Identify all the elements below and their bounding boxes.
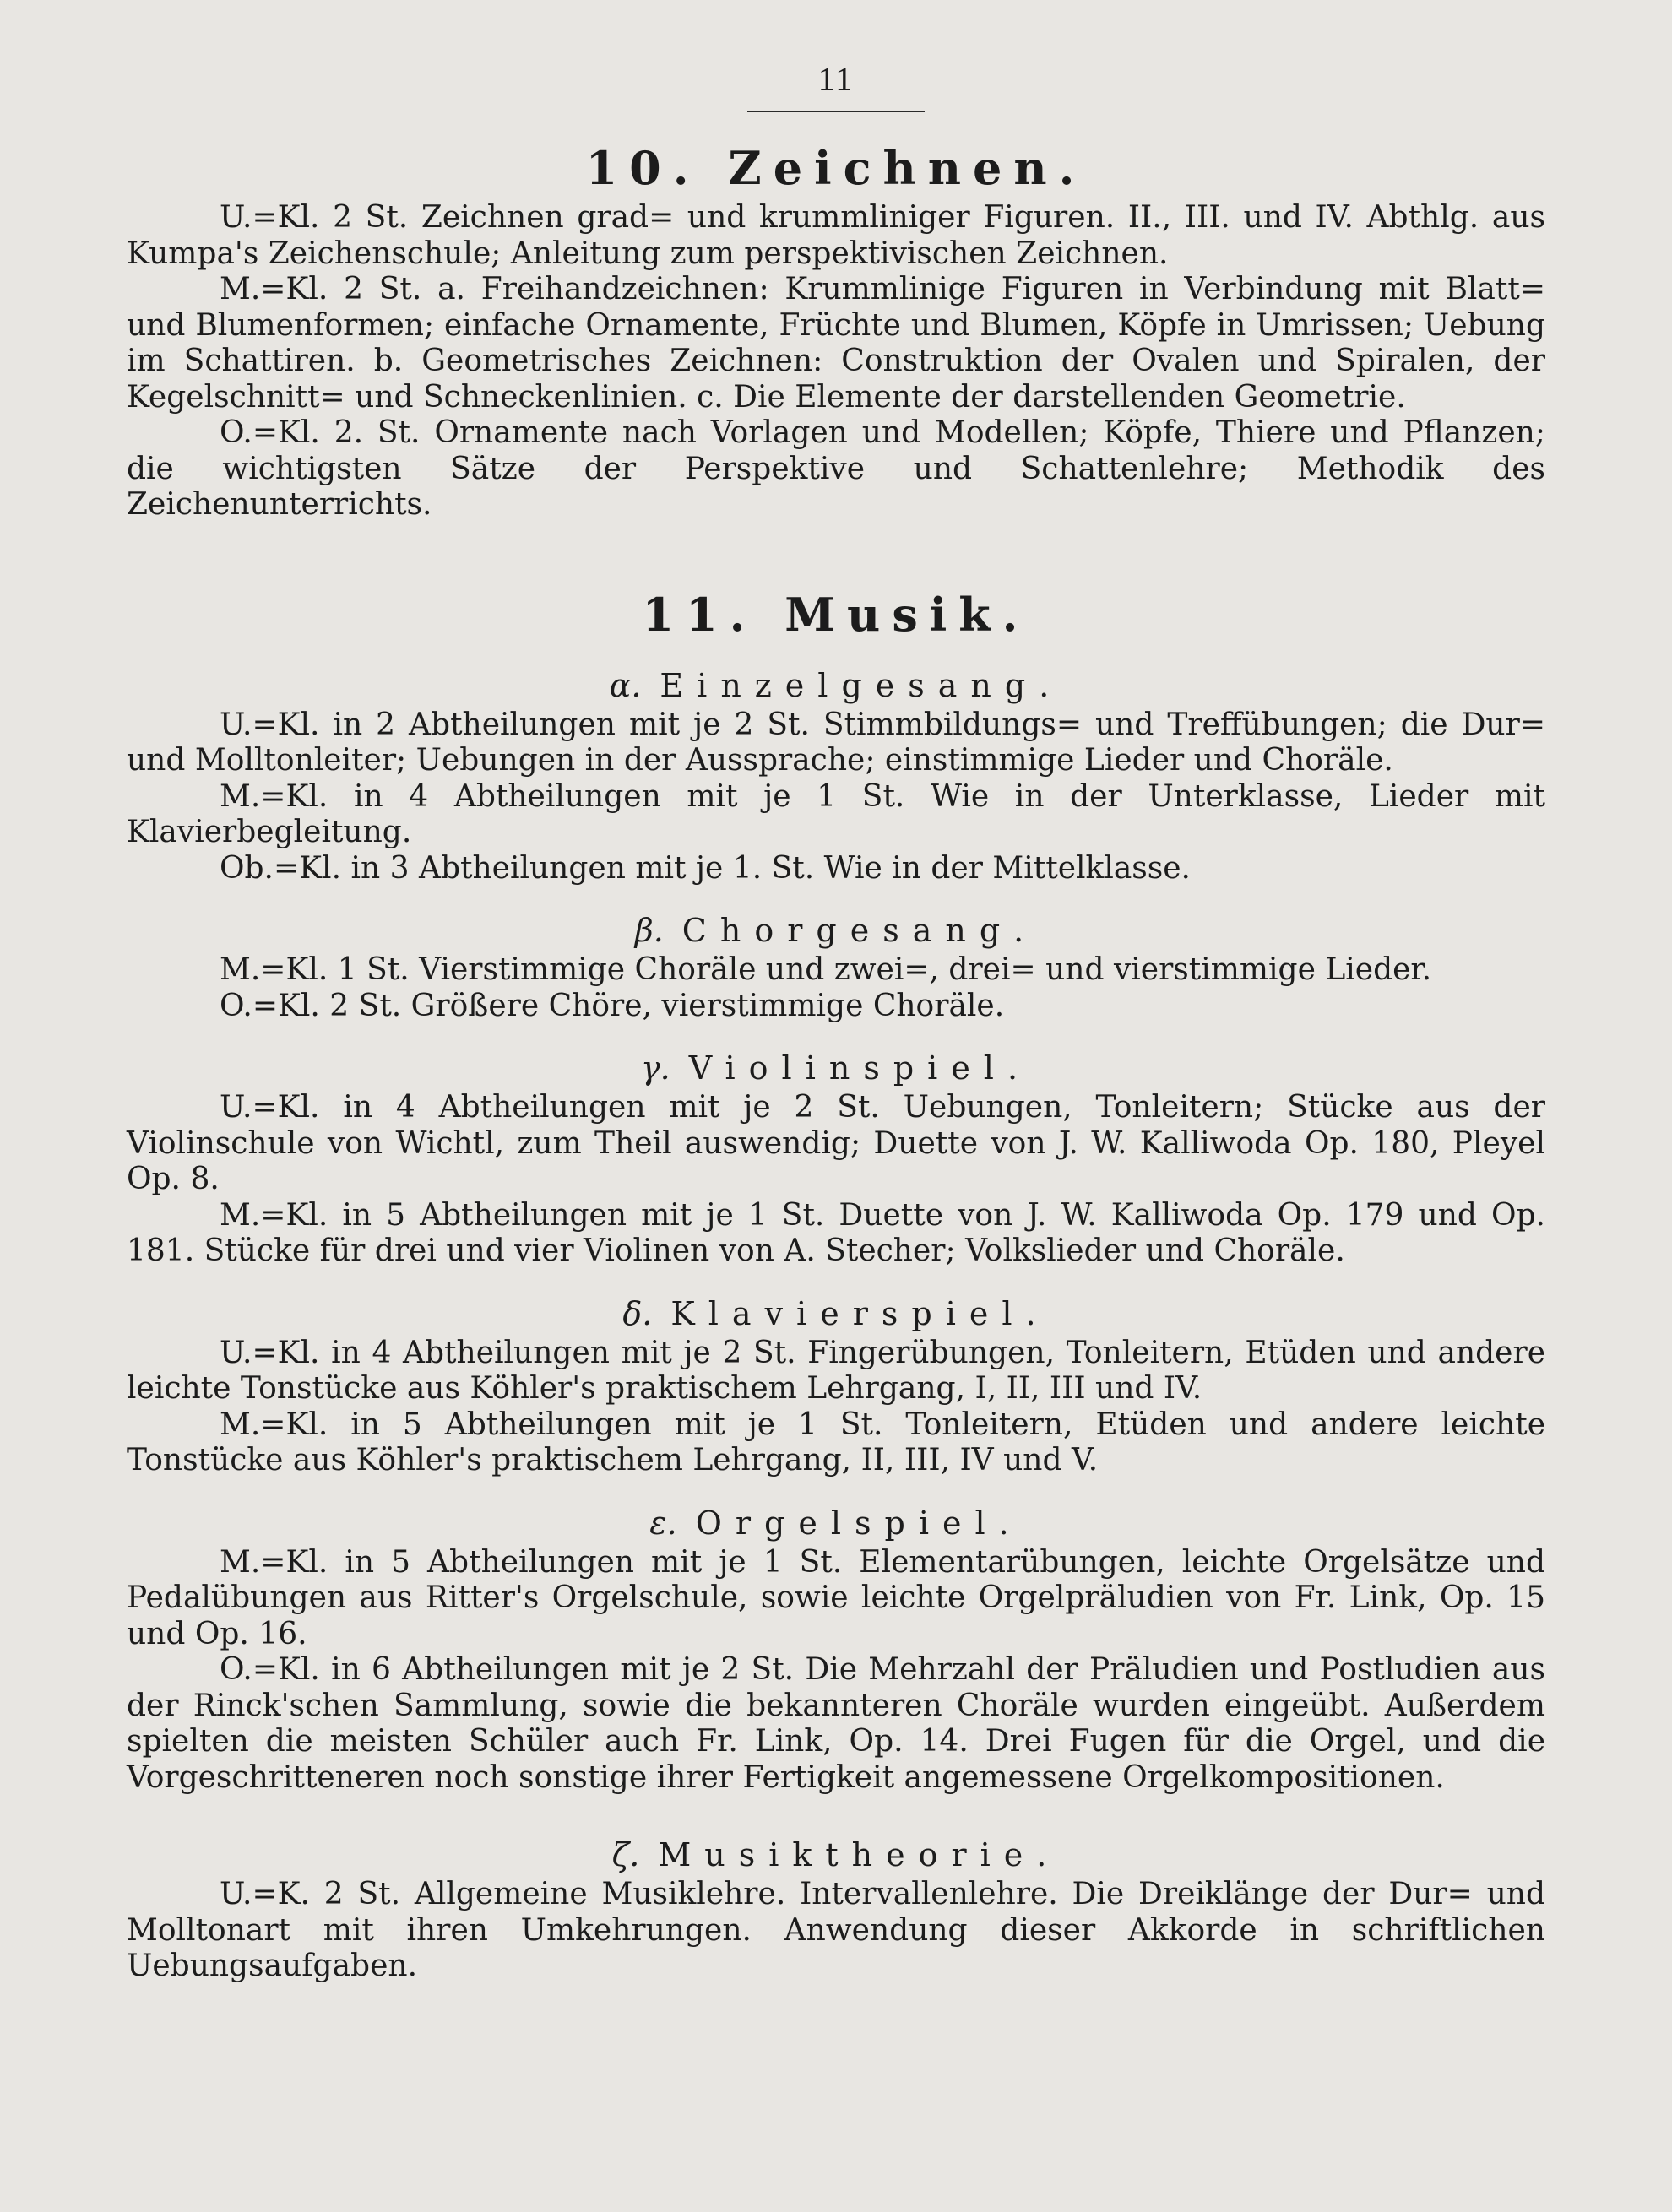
paragraph: M.=Kl. in 4 Abtheilungen mit je 1 St. Wie in der Unterklasse, Lieder mit Klavierbegleitung. — [127, 778, 1545, 849]
subsection-label: Orgelspiel. — [695, 1504, 1023, 1542]
paragraph: U.=Kl. in 4 Abtheilungen mit je 2 St. Uebungen, Tonleitern; Stücke aus der Violinschule von Wichtl, zum Theil auswendig; Duette von J. W. Kalliwoda Op. 180, Pleyel Op. 8. — [127, 1090, 1545, 1196]
subsection-label: Chorgesang. — [681, 912, 1038, 949]
subsection-letter: ε. — [649, 1504, 677, 1542]
paragraph: Ob.=Kl. in 3 Abtheilungen mit je 1. St. Wie in der Mittelklasse. — [220, 850, 1191, 886]
paragraph: M.=Kl. 1 St. Vierstimmige Choräle und zwei=, drei= und vierstimmige Lieder. — [220, 952, 1432, 987]
subsection-label: Musiktheorie. — [658, 1836, 1061, 1873]
section-title-zeichnen: 10. Zeichnen. — [585, 141, 1087, 195]
paragraph: O.=Kl. in 6 Abtheilungen mit je 2 St. Die Mehrzahl der Präludien und Postludien aus der Rinck'schen Sammlung, sowie die bekannteren Choräle wurden eingeübt. Außerdem spielten die meisten Schüler auch Fr. Link, Op. 14. Drei Fugen für die Orgel, und die Vorgeschritteneren noch sonstige ihrer Fertigkeit angemessene Orgelkompositionen. — [127, 1652, 1545, 1795]
paragraph: M.=Kl. in 5 Abtheilungen mit je 1 St. Duette von J. W. Kalliwoda Op. 179 und Op. 181. Stücke für drei und vier Violinen von A. Stecher; Volkslieder und Choräle. — [127, 1197, 1545, 1268]
paragraph: U.=Kl. 2 St. Zeichnen grad= und krummliniger Figuren. II., III. und IV. Abthlg. aus Kumpa's Zeichenschule; Anleitung zum perspektivischen Zeichnen. — [127, 200, 1545, 271]
subsection-title-violinspiel — [127, 1049, 1545, 1087]
subsection-letter: ζ. — [611, 1836, 640, 1873]
page-number: 11 — [817, 60, 855, 98]
subsection-title-musiktheorie — [127, 1836, 1545, 1873]
section-title-musik: 11. Musik. — [642, 587, 1030, 642]
subsection-title-einzelgesang — [127, 667, 1545, 704]
paragraph: U.=Kl. in 4 Abtheilungen mit je 2 St. Fingerübungen, Tonleitern, Etüden und andere leichte Tonstücke aus Köhler's praktischem Lehrgang, I, II, III und IV. — [127, 1335, 1545, 1406]
paragraph: O.=Kl. 2 St. Größere Chöre, vierstimmige Choräle. — [220, 988, 1005, 1023]
subsection-letter: δ. — [622, 1294, 653, 1332]
subsection-title-klavierspiel — [127, 1295, 1545, 1332]
subsection-title-chorgesang — [127, 912, 1545, 949]
subsection-label: Einzelgesang. — [660, 666, 1063, 704]
subsection-letter: β. — [634, 912, 664, 949]
paragraph: M.=Kl. in 5 Abtheilungen mit je 1 St. Tonleitern, Etüden und andere leichte Tonstücke aus Köhler's praktischem Lehrgang, II, III, IV und V. — [127, 1407, 1545, 1477]
paragraph: O.=Kl. 2. St. Ornamente nach Vorlagen und Modellen; Köpfe, Thiere und Pflanzen; die wichtigsten Sätze der Perspektive und Schattenlehre; Methodik des Zeichenunterrichts. — [127, 415, 1545, 522]
paragraph: U.=Kl. in 2 Abtheilungen mit je 2 St. Stimmbildungs= und Treffübungen; die Dur= und Molltonleiter; Uebungen in der Aussprache; einstimmige Lieder und Choräle. — [127, 707, 1545, 778]
paragraph: M.=Kl. in 5 Abtheilungen mit je 1 St. Elementarübungen, leichte Orgelsätze und Pedalübungen aus Ritter's Orgelschule, sowie leichte Orgelpräludien von Fr. Link, Op. 15 und Op. 16. — [127, 1544, 1545, 1651]
paragraph: M.=Kl. 2 St. a. Freihandzeichnen: Krummlinige Figuren in Verbindung mit Blatt= und Blumenformen; einfache Ornamente, Früchte und Blumen, Köpfe in Umrissen; Uebung im Schattiren. b. Geometrisches Zeichnen: Construktion der Ovalen und Spiralen, der Kegelschnitt= und Schneckenlinien. c. Die Elemente der darstellenden Geometrie. — [127, 272, 1545, 415]
subsection-label: Klavierspiel. — [670, 1294, 1050, 1332]
subsection-label: Violinspiel. — [688, 1049, 1032, 1087]
subsection-title-orgelspiel — [127, 1504, 1545, 1542]
subsection-letter: γ. — [640, 1049, 670, 1087]
subsection-letter: α. — [609, 666, 642, 704]
paragraph: U.=K. 2 St. Allgemeine Musiklehre. Intervallenlehre. Die Dreiklänge der Dur= und Molltonart mit ihren Umkehrungen. Anwendung dieser Akkorde in schriftlichen Uebungsaufgaben. — [127, 1877, 1545, 1983]
header-rule — [747, 111, 925, 112]
